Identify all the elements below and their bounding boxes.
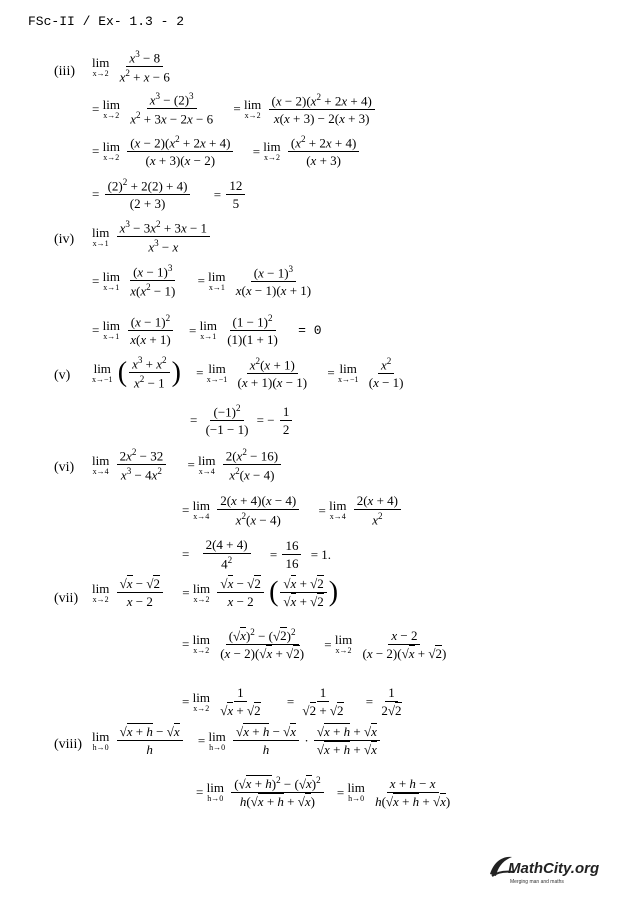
part-label-v: (v) xyxy=(54,368,71,383)
expr-vi-step2: = $\frac{2(4 + 4)}{4^2}$ = $\frac{16}{16}$ = 1. xyxy=(182,537,332,572)
expr-v-step1: = $\frac{(-1)^2}{(-1 - 1)}$ = − $\frac{1}{2}$ xyxy=(190,404,294,436)
expr-vii-step2: = lim x→2 $\frac{1}{√x + √2}$ = $\frac{1}{√2 + √2}$ = $\frac{1}{2√2}$ xyxy=(182,685,402,718)
expr-vii-problem: lim x→2 $\frac{√x - √2}{x - 2}$ = lim x→2 $\frac{√x - √2}{x - 2}$ ( $\frac{√x + √2}{√x + √2}$ ) xyxy=(92,576,339,609)
part-label-iii: (iii) xyxy=(54,64,75,79)
logo-text: MathCity.org xyxy=(508,860,600,877)
expr-iv-problem: lim x→1 $\frac{x^3 - 3x^2 + 3x - 1}{x^3 - x}$ xyxy=(92,220,212,254)
expr-iii-problem: lim x→2 $\frac{x^3 - 8}{x^2 + x - 6}$ xyxy=(92,49,170,85)
expr-iii-step2: = lim x→2 $\frac{(x - 2)(x^2 + 2x + 4)}{(x + 3)(x - 2)}$ = lim x→2 $\frac{(x^2 + 2x + 4)}{(x + 3)}$ xyxy=(92,135,361,167)
expr-iv-step1: = lim x→1 $\frac{(x - 1)^3}{x(x^2 - 1)}$ = lim x→1 $\frac{(x - 1)^3}{x(x - 1)(x + 1)}$ xyxy=(92,263,312,299)
expr-vii-step1: = lim x→2 $\frac{(√x)^2 - (√2)^2}{(x - 2)(√x + √2)}$ = lim x→2 $\frac{x - 2}{(x - 2)(√x + √2)}$ xyxy=(182,627,447,662)
mathcity-logo xyxy=(488,850,600,890)
expr-vi-problem: lim x→4 $\frac{2x^2 - 32}{x^3 - 4x^2}$ = lim x→4 $\frac{2(x^2 - 16)}{x^2(x - 4)}$ xyxy=(92,448,283,482)
logo-tagline: Merging man and maths xyxy=(510,879,564,885)
expr-iv-step2: = lim x→1 $\frac{(x - 1)^2}{x(x + 1)}$ = lim x→1 $\frac{(1 - 1)^2}{(1)(1 + 1)}$ = 0 xyxy=(92,313,322,348)
expr-iii-step3: = $\frac{(2)^2 + 2(2) + 4)}{(2 + 3)}$ = $\frac{12}{5}$ xyxy=(92,178,247,210)
page-header: FSc-II / Ex- 1.3 - 2 xyxy=(28,14,185,29)
part-label-viii: (viii) xyxy=(54,737,82,752)
expr-viii-step1: = lim h→0 $\frac{(√x + h)^2 - (√x)^2}{h(√x + h + √x)}$ = lim h→0 $\frac{x + h - x}{h(√x + h + √x)}$ xyxy=(196,775,451,810)
expr-v-problem: lim x→−1 ( $\frac{x^3 + x^2}{x^2 - 1}$ ) = lim x→−1 $\frac{x^2(x + 1)}{(x + 1)(x - 1)}$ = lim x→−1 $\frac{x^2}{(x - 1)}$ xyxy=(92,355,404,391)
part-label-vii: (vii) xyxy=(54,591,79,606)
part-label-iv: (iv) xyxy=(54,232,75,247)
expr-iii-step1: = lim x→2 $\frac{x^3 - (2)^3}{x^2 + 3x - 2x - 6}$ = lim x→2 $\frac{(x - 2)(x^2 + 2x + 4)}{x(x + 3) - 2(x + 3)}$ xyxy=(92,92,377,126)
expr-viii-problem: lim h→0 $\frac{√x + h - √x}{h}$ = lim h→0 $\frac{√x + h - √x}{h}$ · $\frac{√x + h + √x}{√x + h + √x}$ xyxy=(92,725,382,756)
expr-vi-step1: = lim x→4 $\frac{2(x + 4)(x - 4)}{x^2(x - 4)}$ = lim x→4 $\frac{2(x + 4)}{x^2}$ xyxy=(182,494,403,526)
part-label-vi: (vi) xyxy=(54,460,75,475)
